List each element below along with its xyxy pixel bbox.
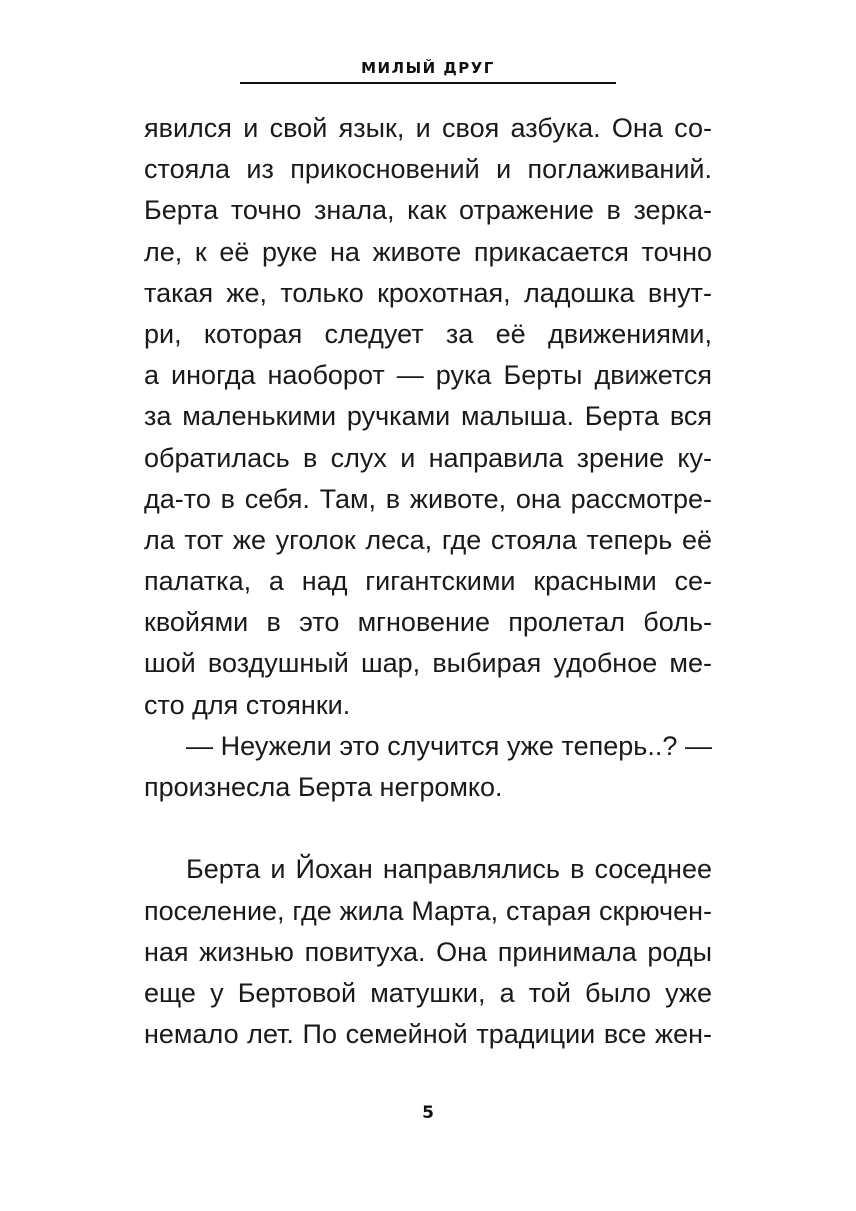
- page-number: 5: [422, 1103, 434, 1123]
- text-line: ла тот же уголок леса, где стояла теперь её: [144, 524, 712, 555]
- running-head-title: МИЛЫЙ ДРУГ: [361, 59, 495, 77]
- page-body: [144, 108, 712, 1055]
- text-line: ная жизнью повитуха. Она принимала роды: [144, 936, 712, 967]
- paragraph: [144, 108, 712, 726]
- text-line: квойями в это мгновение пролетал боль-: [144, 607, 712, 638]
- text-line: Берта и Йохан направлялись в соседнее: [186, 854, 712, 885]
- text-line: такая же, только крохотная, ладошка внут-: [144, 277, 712, 308]
- text-line: еще у Бертовой матушки, а той было уже: [144, 977, 712, 1008]
- text-line: шой воздушный шар, выбирая удобное ме-: [144, 648, 712, 679]
- text-line: явился и свой язык, и своя азбука. Она со-: [144, 113, 712, 143]
- text-line: да-то в себя. Там, в животе, она рассмотре-: [144, 483, 712, 514]
- text-line: сто для стоянки.: [144, 689, 351, 720]
- text-line: Берта точно знала, как отражение в зерка-: [144, 195, 712, 226]
- text-line: обратилась в слух и направила зрение ку-: [144, 442, 712, 473]
- text-line: а иногда наоборот — рука Берты движется: [144, 360, 712, 391]
- text-line: ри, которая следует за её движениями,: [144, 318, 712, 349]
- text-line: за маленькими ручками малыша. Берта вся: [144, 401, 712, 432]
- paragraph: [144, 849, 712, 1055]
- text-line: стояла из прикосновений и поглаживаний.: [144, 154, 712, 185]
- text-line: немало лет. По семейной традиции все жен-: [144, 1019, 712, 1050]
- dialogue-paragraph: [144, 726, 712, 808]
- text-line: произнесла Берта негромко.: [144, 772, 503, 802]
- text-line: поселение, где жила Марта, старая скрючен-: [144, 895, 712, 926]
- section-break: [144, 808, 712, 849]
- header-rule: [240, 82, 616, 84]
- text-line: палатка, а над гигантскими красными се-: [144, 566, 712, 597]
- text-line: — Неужели это случится уже теперь..? —: [186, 730, 712, 761]
- text-line: ле, к её руке на животе прикасается точно: [144, 236, 712, 267]
